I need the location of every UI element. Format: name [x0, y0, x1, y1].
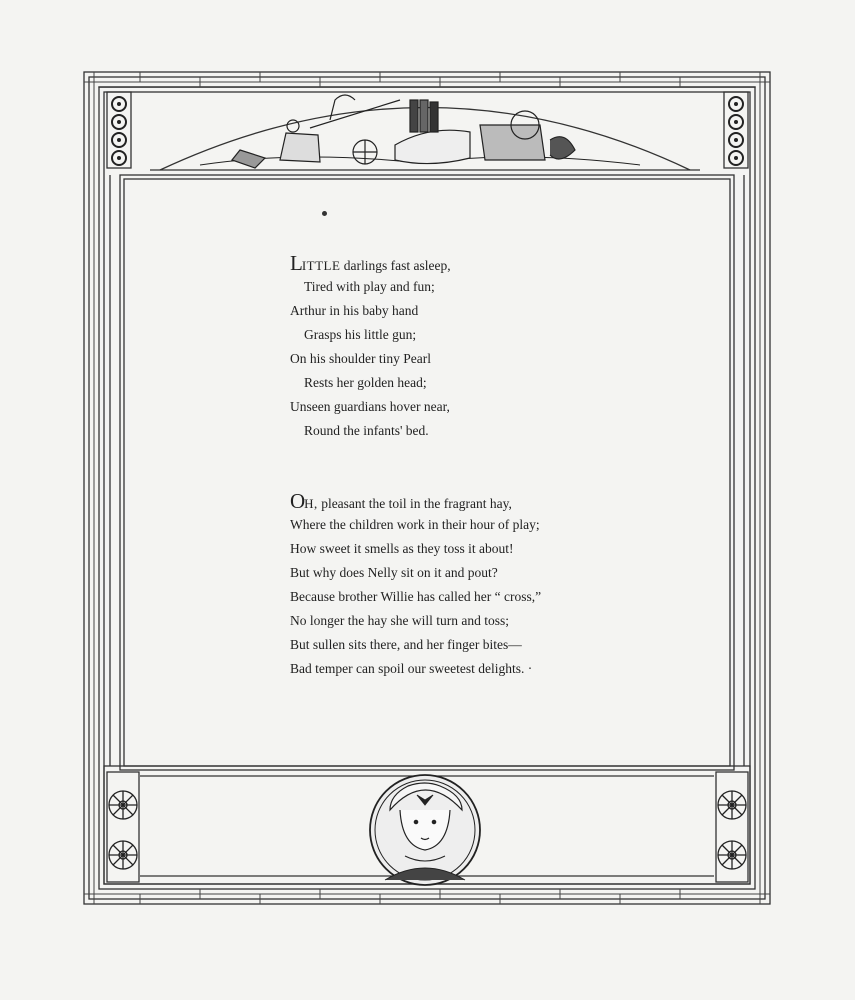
- first-word: ITTLE: [301, 258, 341, 273]
- poem-line: Round the infants' bed.: [304, 423, 429, 438]
- poem-line: Tired with play and fun;: [304, 279, 435, 294]
- first-line-text: pleasant the toil in the fragrant hay,: [317, 496, 512, 511]
- drop-cap: O: [290, 489, 305, 513]
- poem-line: [290, 251, 451, 275]
- poem-line: No longer the hay she will turn and toss;: [290, 613, 509, 628]
- poem-pleasant-toil: [290, 489, 541, 681]
- poem-line: But sullen sits there, and her finger bites—: [290, 637, 522, 652]
- poem-line: Unseen guardians hover near,: [290, 399, 450, 414]
- poem-line: On his shoulder tiny Pearl: [290, 351, 431, 366]
- poem-line: Arthur in his baby hand: [290, 303, 419, 318]
- ink-spot: [322, 211, 327, 216]
- poem-line: Where the children work in their hour of play;: [290, 517, 540, 532]
- poem-little-darlings: [290, 251, 451, 443]
- first-line-text: darlings fast asleep,: [340, 258, 451, 273]
- poem-line: How sweet it smells as they toss it about!: [290, 541, 514, 556]
- poem-line: Rests her golden head;: [304, 375, 427, 390]
- poem-line: [290, 489, 541, 513]
- drop-cap: L: [290, 251, 302, 275]
- poem-line: Bad temper can spoil our sweetest delights. ·: [290, 661, 533, 676]
- girl-portrait: [370, 775, 480, 885]
- poem-line: Because brother Willie has called her “ cross,”: [290, 589, 542, 604]
- first-word: H,: [304, 496, 318, 511]
- poem-line: But why does Nelly sit on it and pout?: [290, 565, 498, 580]
- poem-line: Grasps his little gun;: [304, 327, 417, 342]
- toys-illustration: [200, 95, 640, 168]
